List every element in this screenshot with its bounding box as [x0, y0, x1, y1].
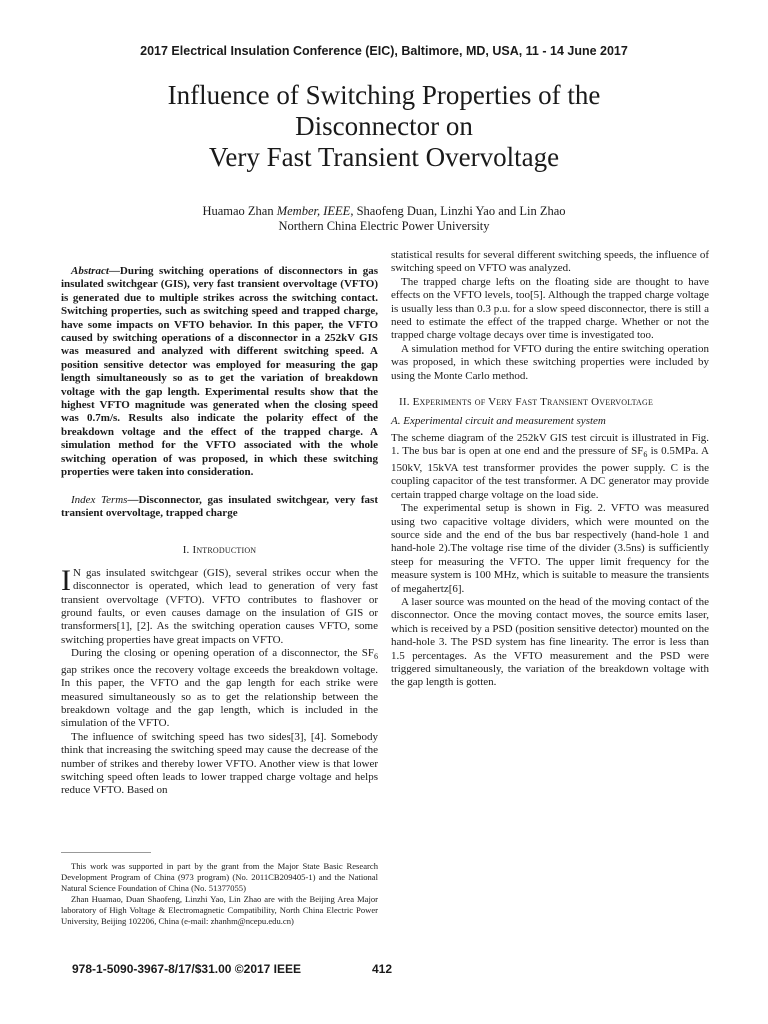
- right-paragraph-5: The experimental setup is shown in Fig. 2. VFTO was measured using two capacitive voltage dividers, which were mounted on the source side and the end of the bus bar respectively (hand-hole 1 and hand-hole 2).The voltage rise time of the divider (3.5ns) is sufficiently steep for measuring the VFTO. The upper limit frequency for the measure system is 100 MHz, which is suitable to measure the transients of megahertz[6].: [391, 502, 709, 595]
- abstract-lead: Abstract: [71, 265, 109, 277]
- conference-header: 2017 Electrical Insulation Conference (EIC), Baltimore, MD, USA, 11 - 14 June 2017: [140, 44, 628, 58]
- sf6-subscript: 6: [374, 652, 378, 662]
- title-line-1: Influence of Switching Properties of the: [167, 80, 601, 110]
- section-heading-experiments: II. Experiments of Very Fast Transient Overvoltage: [399, 396, 654, 409]
- intro-p1-text: N gas insulated switchgear (GIS), several strikes occur when the disconnector is operated, which lead to generation of very fast transient overvoltage (VFTO). VFTO contributes to flashover or ground faults, or even causes damage on the insulation of GIS or transformers[1], [2]. As the switching operation causes VFTO, some switching properties have great impacts on VFTO.: [61, 566, 378, 646]
- footnote: [61, 861, 378, 927]
- footnote-funding: This work was supported in part by the grant from the Major State Basic Research Development Program of China (973 program) (No. 2011CB209405-1) and the National Natural Science Foundation of China (No. 51377055): [61, 861, 378, 893]
- author-affiliation: Northern China Electric Power University: [278, 219, 490, 233]
- intro-p2-text-a: During the closing or opening operation of a disconnector, the SF: [71, 647, 374, 660]
- right-paragraph-4: [391, 432, 709, 502]
- intro-paragraph-2: [61, 647, 378, 731]
- footnote-affiliation: Zhan Huamao, Duan Shaofeng, Linzhi Yao, Lin Zhao are with the Beijing Area Major laboratory of High Voltage & Electromagnetic Compatibility, North China Electric Power University, Beijing 102206, China (e-mail: zhanhm@ncepu.edu.cn): [61, 894, 378, 926]
- sf6-subscript-2: 6: [643, 450, 648, 460]
- index-terms-lead: Index Terms: [71, 493, 128, 506]
- left-column: [61, 265, 378, 798]
- right-paragraph-3: A simulation method for VFTO during the entire switching operation was proposed, in which these switching properties were included by using the Monte Carlo method.: [391, 342, 709, 382]
- footer-isbn: 978-1-5090-3967-8/17/$31.00 ©2017 IEEE: [72, 962, 302, 976]
- paper-title: [0, 80, 768, 173]
- title-line-2: Disconnector on: [295, 111, 473, 141]
- index-terms: [61, 494, 378, 521]
- intro-paragraph-1: [61, 563, 378, 647]
- author-first: Huamao Zhan: [202, 204, 274, 218]
- title-line-3: Very Fast Transient Overvoltage: [208, 142, 560, 172]
- right-column: [391, 249, 709, 690]
- right-p4-text-a: The scheme diagram of the 252kV GIS test circuit is illustrated in Fig. 1. The bus bar is open at one end and the pressure of SF: [391, 431, 709, 458]
- intro-paragraph-3: The influence of switching speed has two sides[3], [4]. Somebody think that increasing the switching speed may cause the decrease of the number of strikes and thereby lower VFTO. Another view is that lower switching speed often leads to lower trapped charge voltage and helps reduce VFTO. Based on: [61, 730, 378, 797]
- author-names: [0, 204, 768, 219]
- index-terms-text: —Disconnector, gas insulated switchgear, very fast transient overvoltage, trapped charge: [61, 493, 378, 519]
- author-block: [0, 204, 768, 234]
- author-rest: , Shaofeng Duan, Linzhi Yao and Lin Zhao: [350, 204, 566, 218]
- right-paragraph-1: statistical results for several different switching speeds, the influence of switching speed on VFTO was analyzed.: [391, 249, 709, 275]
- right-p4-text-b: is 0.5MPa. A 150kV, 15kVA test transformer provides the power supply. C is the coupling capacitor of the test transformer. A DC generator may provide certain trapped charge voltage on the load side.: [391, 445, 709, 501]
- drop-cap: I: [61, 563, 71, 597]
- footnote-rule: [61, 852, 151, 853]
- right-paragraph-6: A laser source was mounted on the head of the moving contact of the disconnector. Once the moving contact moves, the source emits laser, which is received by a PSD (position sensitive detector) mounted on the hand-hole 3. The PSD system has fine linearity. The error is less than 1.5 percentages. As the VFTO measurement and the PSD were triggered simultaneously, the variation of the breakdown voltage with the gap length is gotten.: [391, 595, 709, 689]
- abstract: [61, 265, 378, 480]
- section-heading-introduction: I. Introduction: [182, 544, 257, 557]
- page-number: 412: [372, 962, 393, 976]
- abstract-text: —During switching operations of disconnectors in gas insulated switchgear (GIS), very fast transient overvoltage (VFTO) is generated due to multiple strikes across the switching contact. Switching properties, such as switching speed and trapped charge, have some impacts on VFTO behavior. In this paper, the VFTO caused by switching operations of a disconnector in a 252kV GIS was measured and analyzed with different switching speed. A position sensitive detector was employed for measuring the gap length simultaneously so as to get the variation of breakdown voltage with the gap length. Experimental results show that the highest VFTO magnitude was generated when the closing speed was 0.7m/s. Results also indicate the polarity effect of the breakdown voltage and the effect of the trapped charge. A simulation method for the VFTO associated with the whole switching operation of was proposed, in which these switching properties were taken into consideration.: [61, 265, 378, 479]
- intro-p2-text-b: gap strikes once the recovery voltage exceeds the breakdown voltage. In this paper, the VFTO and the gap length for each strike were measured simultaneously so as to get the relationship between the breakdown voltage and the gap length, which is included in the simulation of the VFTO.: [61, 663, 378, 730]
- right-paragraph-2: The trapped charge lefts on the floating side are thought to have effects on the VFTO levels, too[5]. Although the trapped charge voltage is usually less than 0.3 p.u. for a slow speed disconnector, there is still a need to estimate the effect of the trapped charge. Whether or not the trapped charge voltage decays over time is investigated too.: [391, 275, 709, 342]
- author-membership: Member, IEEE: [276, 204, 351, 218]
- subsection-heading-a: A. Experimental circuit and measurement system: [391, 415, 606, 428]
